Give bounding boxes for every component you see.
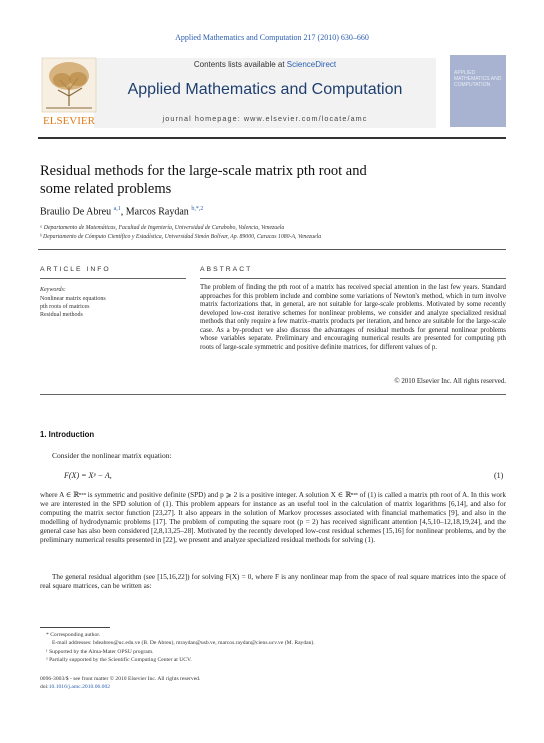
journal-cover[interactable] xyxy=(450,55,506,127)
author-list xyxy=(40,206,203,217)
footnote-2: ² Partially supported by the Scientific Computing Center at UCV. xyxy=(46,657,192,663)
abstract-rule xyxy=(200,278,506,279)
journal-homepage[interactable]: journal homepage: www.elsevier.com/locate/amc xyxy=(162,114,368,123)
contents-line xyxy=(94,60,436,69)
doi-line xyxy=(40,684,110,690)
journal-cover-title: APPLIED MATHEMATICS AND COMPUTATION xyxy=(454,70,502,88)
footnote-rule xyxy=(40,627,110,628)
issn-line: 0096-3003/$ - see front matter © 2010 Elsevier Inc. All rights reserved. xyxy=(40,676,201,682)
keyword-item: Nonlinear matrix equations xyxy=(40,296,106,302)
abstract-heading: ABSTRACT xyxy=(200,266,253,273)
doi-label: doi: xyxy=(40,684,49,690)
footnote-corresponding: * Corresponding author. xyxy=(46,632,101,638)
author-2: Marcos Raydan xyxy=(125,206,189,218)
section-heading-introduction: 1. Introduction xyxy=(40,430,95,439)
journal-name: Applied Mathematics and Computation xyxy=(127,81,403,98)
equation-1: F(X) = Xᵖ − A, xyxy=(64,471,112,480)
article-title xyxy=(40,162,440,198)
keyword-item: pth roots of matrices xyxy=(40,304,90,310)
equation-number: (1) xyxy=(494,471,504,480)
title-line-2: some related problems xyxy=(40,181,172,197)
intro-paragraph-2: The general residual algorithm (see [15,16,22]) for solving F(X) = 0, where F is any nonlinear map from the space of real square matrices into the space of real square matrices, can be written as: xyxy=(40,573,506,591)
article-info-heading: ARTICLE INFO xyxy=(40,266,111,273)
intro-paragraph-1: where A ∈ ℝⁿˣⁿ is symmetric and positive definite (SPD) and p ⩾ 2 is a positive integer. A solution X ∈ ℝⁿˣⁿ of (1) is called a matrix pth root of A. In this work we are interested in the SPD solution of (1). This problem appears for instance as an useful tool in the calculation of matrix logarithms [6,14], and also for computing the matrix sector function [23,27]. It also appears in the solution of Markov processes associated with financial mathematics [9], and also in the modelling of hydrodynamic problems [17]. The problem of computing the square root (p = 2) has received significant attention [4,5,10–12,18,19,24], and the general case has also been considered [2,8,13,25–28]. Motivated by the recently developed low-cost residual schemes [15,16] for nonlinear problems, and by the preliminary numerical results presented in [22], we present and analyze specialized residual methods for solving (1). xyxy=(40,491,506,545)
intro-lead: Consider the nonlinear matrix equation: xyxy=(52,451,172,460)
author-separator: , xyxy=(120,206,126,218)
sciencedirect-link[interactable]: ScienceDirect xyxy=(286,60,337,69)
affiliation-b: ᵇ Departamento de Cómputo Científico y Estadística, Universidad Simón Bolívar, Ap. 89000, Caracas 1080-A, Venezuela xyxy=(40,234,322,240)
journal-reference[interactable]: Applied Mathematics and Computation 217 (2010) 630–660 xyxy=(175,33,369,42)
abstract-text: The problem of finding the pth root of a matrix has received special attention in the last few years. Standard approaches for this problem include and combine some variations of Newton's method, which in turn involve matrix factorizations that, in general, are not suitable for large-scale problems. Motivated by some recently developed low-cost iterative schemes for nonlinear problems, we consider and analyze specialized residual methods that only require a few matrix–matrix products per iteration, and hence are suitable for the large-scale case. As a by-product we also discuss the advantages of residual methods for general nonlinear problems whose variables separate. Preliminary and encouraging numerical results are presented for computing pth roots of large-scale symmetric and positive definite matrices, for different values of p. xyxy=(200,284,506,351)
doi-link[interactable]: 10.1016/j.amc.2010.06.002 xyxy=(48,684,111,690)
title-rule xyxy=(38,249,506,250)
elsevier-wordmark: ELSEVIER xyxy=(43,115,95,127)
footnote-email[interactable]: E-mail addresses: bdeabreu@uc.edu.ve (B. De Abreu), mraydan@usb.ve, marcos.raydan@ciens.ucv.ve (M. Raydan). xyxy=(52,640,315,646)
elsevier-logo-icon xyxy=(38,56,100,128)
abstract-bottom-rule xyxy=(40,394,506,395)
author-2-affiliation[interactable]: b,*,2 xyxy=(191,206,204,212)
author-1: Braulio De Abreu xyxy=(40,206,112,218)
header-rule xyxy=(38,137,506,139)
keyword-item: Residual methods xyxy=(40,312,83,318)
affiliation-a: ᵃ Departamento de Matemáticas, Facultad de Ingeniería, Universidad de Carabobo, Valencia, Venezuela xyxy=(40,225,285,231)
title-line-1: Residual methods for the large-scale matrix pth root and xyxy=(40,163,367,179)
author-1-affiliation[interactable]: a,1 xyxy=(113,206,121,212)
keywords-label: Keywords: xyxy=(40,287,66,293)
contents-prefix: Contents lists available at xyxy=(193,60,287,69)
copyright-notice: © 2010 Elsevier Inc. All rights reserved. xyxy=(394,378,506,385)
footnote-1: ¹ Supported by the Alma-Mater OPSU program. xyxy=(46,649,154,655)
article-info-rule xyxy=(40,278,186,279)
